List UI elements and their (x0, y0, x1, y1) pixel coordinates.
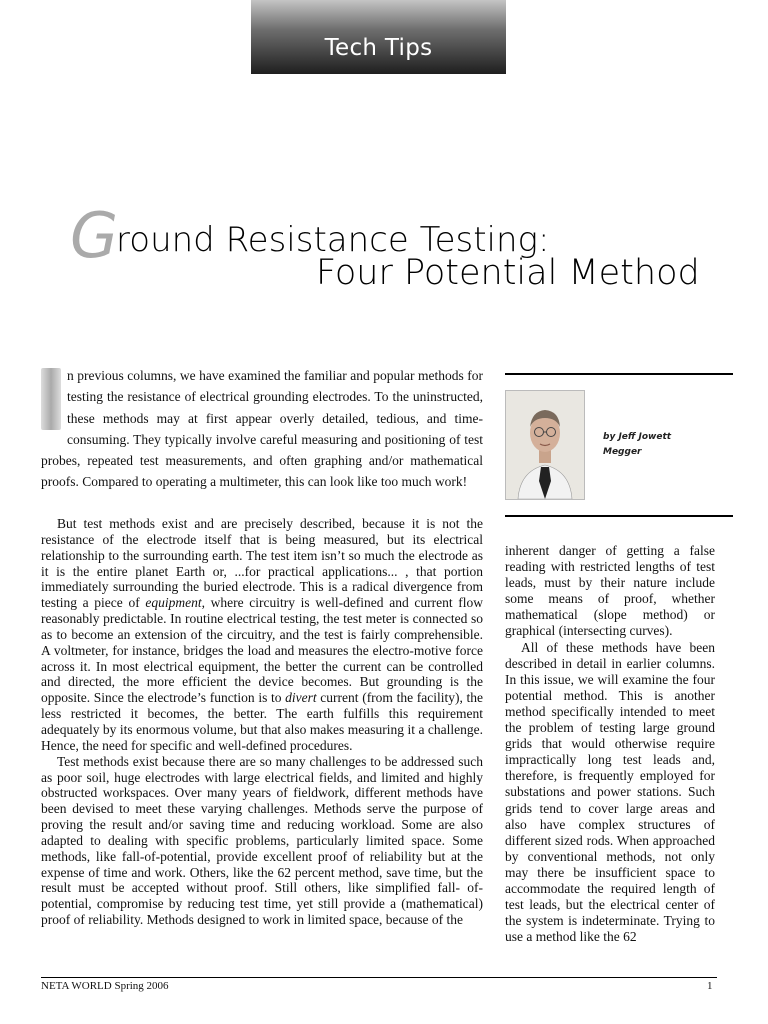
text-run: , where circuitry is well-defined and current flow reasonably predictable. In routine electrical testing, the test meter is connected so as to become an extension of the circuitry, and the test is fairly comprehensible. A voltmeter, for instance, bridges the load and measures the electro-motive force across it. In most electrical equipment, the better the current can be controlled and directed, the more efficient the device becomes. But grounding is the opposite. Since the electrode’s function is to (41, 595, 483, 706)
column-left (41, 516, 483, 928)
paragraph (41, 516, 483, 754)
footer-rule (41, 977, 717, 978)
paragraph: inherent danger of getting a false reading with restricted lengths of test leads, must by their nature include some means of proof, whether mathematical (slope method) or graphical (intersecting curves). (505, 543, 715, 639)
section-banner (251, 0, 506, 74)
footer-publication: NETA WORLD Spring 2006 (41, 980, 169, 992)
paragraph: All of these methods have been described in detail in earlier columns. In this issue, we will examine the four potential method. This is another method specifically intended to meet the problem of testing large ground grids that would otherwise require impractically long test leads and, therefore, is frequently employed for substations and power stations. Such grids tend to cover large areas and also have complex structures of different sized rods. When approached by conventional methods, not only may there be insufficient space to accommodate the required length of test leads, but the electrical center of the system is indeterminate. Trying to use a method like the 62 (505, 639, 715, 945)
intro-text: n previous columns, we have examined the familiar and popular methods for testing the resistance of electrical grounding electrodes. To the uninstructed, these methods may at first appear overly detailed, tedious, and time-consuming. They typically involve careful measuring and positioning of test probes, repeated test measurements, and often graphing and/or mathematical proofs. Compared to operating a multimeter, this can look like too much work! (41, 368, 483, 490)
author-company: Megger (603, 447, 642, 457)
intro-paragraph (41, 365, 483, 493)
emphasis: divert (285, 690, 317, 706)
author-portrait-image (506, 391, 584, 499)
drop-cap (41, 368, 61, 430)
emphasis: equipment (145, 595, 202, 611)
divider (505, 373, 733, 375)
banner-label: Tech Tips (324, 35, 433, 61)
title-drop-letter: G (70, 199, 119, 272)
author-name: by Jeff Jowett (603, 432, 672, 442)
paragraph: Test methods exist because there are so many challenges to be addressed such as poor soil, huge electrodes with large electrical fields, and limited and highly obstructed workspaces. Over many years of fieldwork, different methods have been devised to meet these varying challenges. Methods serve the purpose of proving the result and/or saving time and reducing workload. Some are also adapted to dealing with specific problems, particularly limited space. Some methods, like fall-of-potential, provide excellent proof of reliability but at the expense of time and work. Others, like the 62 percent method, save time, but the result must be accepted without proof. Still others, like simplified fall- of-potential, compromise by reducing test time, yet still provide a (mathematical) proof of reliability. Methods designed to work in limited space, because of the (41, 753, 483, 928)
byline (603, 430, 671, 460)
column-right (505, 543, 715, 945)
title-line-2: Four Potential Method (316, 253, 700, 293)
text-run: current (from the facility), the less restricted it becomes, the better. The earth fulfills this requirement adequately by its enormous volume, but that also makes measuring it a challenge. Hence, the need for specific and well-defined procedures. (41, 690, 483, 753)
text-run: But test methods exist and are precisely described, because it is not the resistance of the electrode itself that is being measured, but its electrical relationship to the surrounding earth. The test item isn’t so much the electrode as it is the entire planet Earth or, ...for practical applications... , that portion immediately surrounding the buried electrode. This is a radical divergence from testing a piece of (41, 516, 483, 611)
author-photo (505, 390, 585, 500)
page-number: 1 (707, 980, 713, 992)
title-line-1-text: round Resistance Testing: (116, 220, 550, 260)
divider (505, 515, 733, 517)
